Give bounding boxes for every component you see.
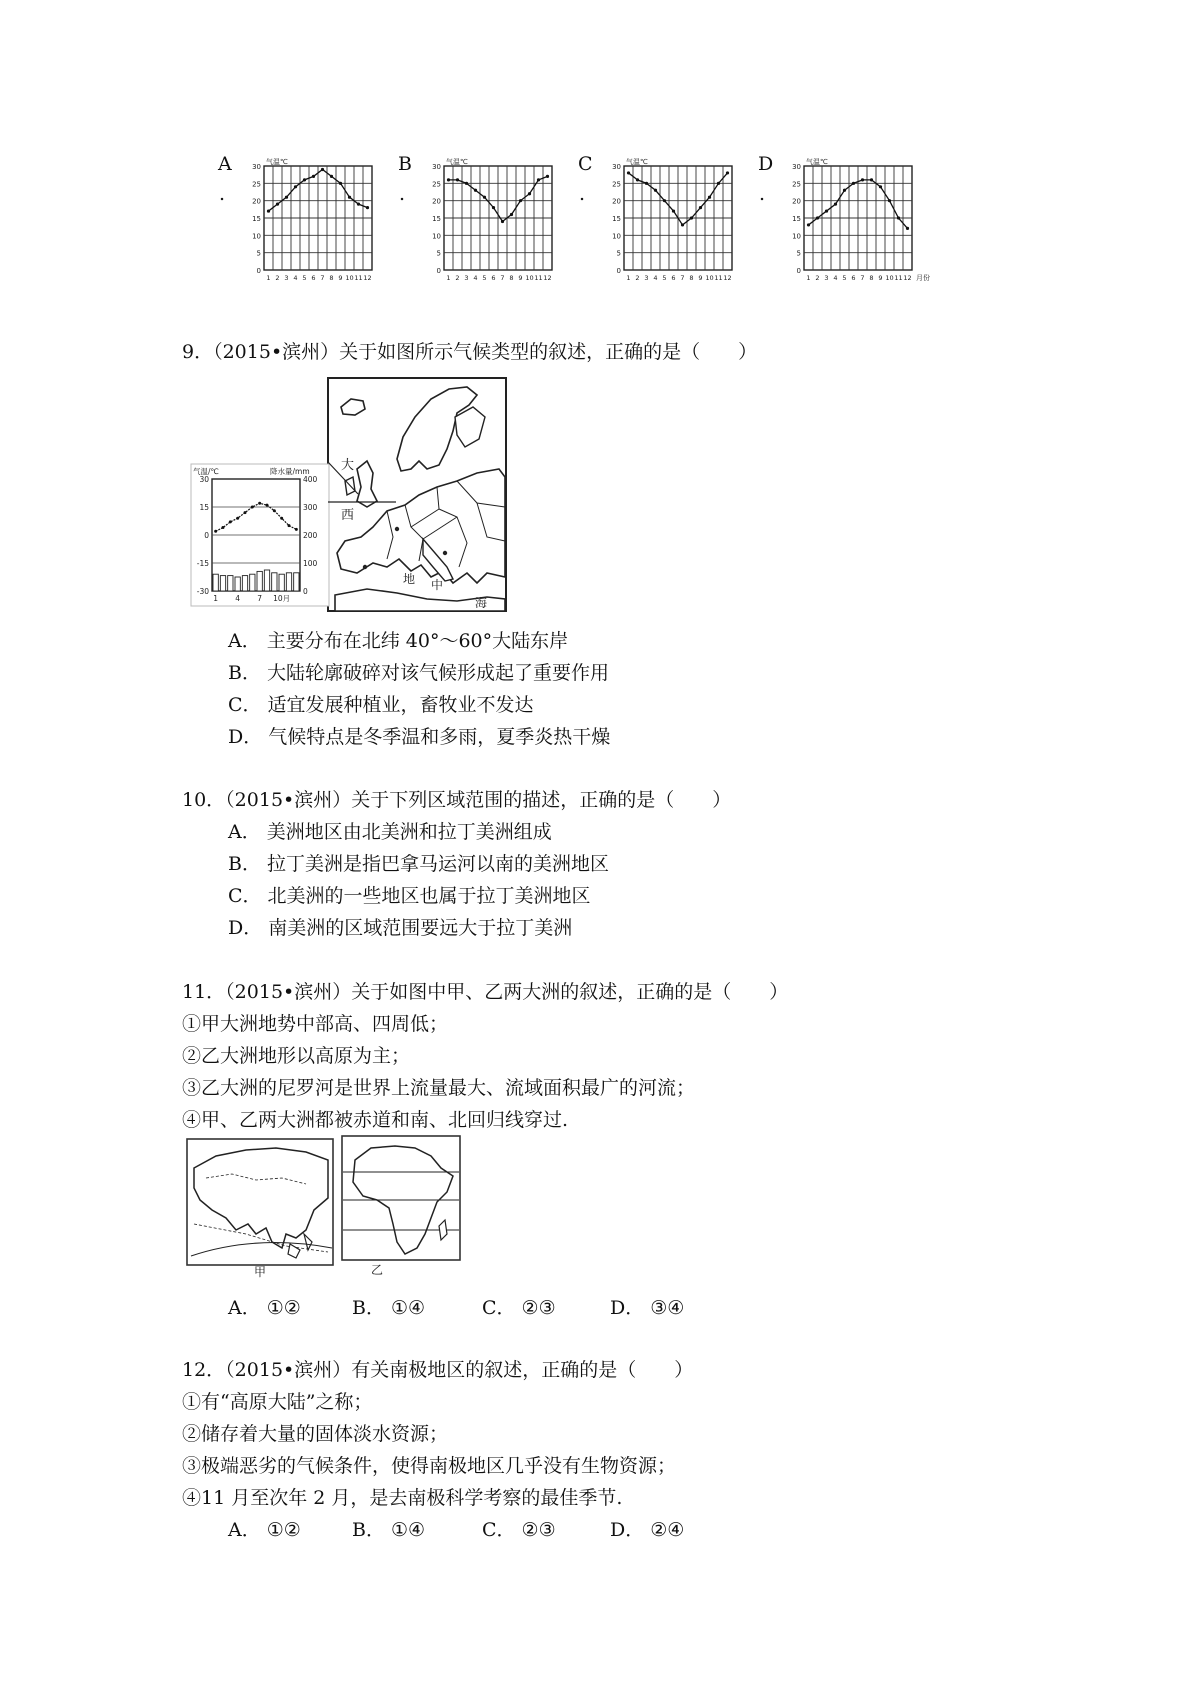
- y-tick-label: 25: [612, 180, 621, 189]
- q12-option-a-letter: A．: [228, 1519, 261, 1541]
- temperature-point: [870, 178, 873, 181]
- q12-option-d-text: ②④: [650, 1519, 685, 1541]
- q11-statement-3: ③乙大洲的尼罗河是世界上流量最大、流域面积最广的河流；: [182, 1077, 696, 1099]
- temperature-point: [251, 506, 254, 509]
- x-tick-label: 8: [689, 274, 694, 282]
- y-tick-label: 10: [612, 232, 621, 241]
- q12-option-d-letter: D．: [610, 1519, 645, 1541]
- temperature-point: [861, 178, 864, 181]
- left-tick-label: 30: [199, 475, 209, 484]
- q12-option-b-letter: B．: [352, 1519, 385, 1541]
- q9-map-label-di: 地: [403, 572, 416, 586]
- q11-map-africa: [341, 1134, 461, 1278]
- x-tick-label: 12: [903, 274, 912, 282]
- q9-map-label-xi: 西: [341, 508, 355, 523]
- temperature-point: [229, 520, 232, 523]
- month-tick-label: 4: [235, 594, 241, 603]
- temperature-point: [690, 216, 693, 219]
- y-tick-label: 10: [792, 232, 801, 241]
- x-tick-label: 6: [311, 274, 316, 282]
- precip-bar: [242, 576, 247, 591]
- x-tick-label: 9: [698, 274, 703, 282]
- y-tick-label: 15: [792, 215, 801, 223]
- x-tick-label: 1: [266, 274, 271, 282]
- x-tick-label: 4: [833, 274, 838, 282]
- x-tick-label: 2: [635, 274, 640, 282]
- y-tick-label: 20: [612, 197, 621, 206]
- x-tick-label: 7: [680, 274, 685, 282]
- q8-option-c-dot: .: [579, 183, 586, 205]
- month-label: 月份: [916, 274, 930, 282]
- temperature-point: [492, 206, 495, 209]
- y-tick-label: 15: [432, 215, 441, 223]
- y-axis-label: 气温℃: [626, 158, 648, 166]
- x-tick-label: 7: [860, 274, 865, 282]
- y-axis-label: 气温℃: [446, 158, 468, 166]
- q10-option-a-letter: A．: [228, 821, 261, 843]
- q9-option-a[interactable]: [228, 629, 568, 653]
- temperature-point: [888, 199, 891, 202]
- q11-option-c[interactable]: [482, 1296, 556, 1320]
- y-tick-label: 20: [792, 197, 801, 206]
- temperature-point: [366, 206, 369, 209]
- q12-option-a-text: ①②: [266, 1519, 301, 1541]
- q9-option-a-text: 主要分布在北纬 40°～60°大陆东岸: [266, 630, 569, 652]
- y-axis-label: 气温℃: [806, 158, 828, 166]
- q8-chart-b: [426, 154, 576, 294]
- q9-option-b-text: 大陆轮廓破碎对该气候形成起了重要作用: [266, 662, 609, 684]
- q9-option-b[interactable]: [228, 661, 609, 685]
- q9-option-d-text: 气候特点是冬季温和多雨，夏季炎热干燥: [268, 726, 611, 748]
- x-tick-label: 5: [842, 274, 847, 282]
- month-tick-label: 10月: [273, 594, 291, 603]
- temperature-point: [537, 178, 540, 181]
- temperature-point: [699, 206, 702, 209]
- x-tick-label: 11: [894, 274, 903, 282]
- temperature-point: [321, 168, 324, 171]
- x-tick-label: 1: [626, 274, 631, 282]
- q10-option-a-text: 美洲地区由北美洲和拉丁美洲组成: [266, 821, 552, 843]
- x-tick-label: 4: [473, 274, 478, 282]
- precip-bar: [250, 574, 255, 591]
- y-tick-label: 25: [792, 180, 801, 189]
- precip-bar: [220, 576, 225, 591]
- temperature-point: [654, 189, 657, 192]
- q8-chart-a: [246, 154, 396, 294]
- temperature-point: [843, 189, 846, 192]
- q11-option-a-text: ①②: [266, 1297, 301, 1319]
- temperature-point: [273, 509, 276, 512]
- temperature-point: [357, 203, 360, 206]
- x-tick-label: 2: [815, 274, 820, 282]
- precip-axis-label: 降水量/mm: [270, 467, 310, 476]
- x-tick-label: 12: [363, 274, 372, 282]
- y-tick-label: 0: [616, 267, 621, 275]
- q9-option-d-letter: D．: [228, 726, 263, 748]
- left-tick-label: -30: [196, 587, 209, 596]
- x-tick-label: 8: [509, 274, 514, 282]
- precip-bar: [286, 573, 291, 591]
- right-tick-label: 400: [303, 475, 318, 484]
- temperature-point: [717, 182, 720, 185]
- temperature-point: [483, 196, 486, 199]
- y-tick-label: 30: [612, 163, 621, 171]
- q12-statement-2: ②储存着大量的固体淡水资源；: [182, 1423, 449, 1445]
- precip-bar: [213, 574, 218, 591]
- q11-statement-2: ②乙大洲地形以高原为主；: [182, 1045, 411, 1067]
- q10-option-b-text: 拉丁美洲是指巴拿马运河以南的美洲地区: [266, 853, 609, 875]
- y-tick-label: 0: [436, 267, 441, 275]
- q10-option-c-text: 北美洲的一些地区也属于拉丁美洲地区: [267, 885, 591, 907]
- q12-option-d[interactable]: [610, 1518, 684, 1542]
- temperature-point: [312, 175, 315, 178]
- x-tick-label: 10: [525, 274, 534, 282]
- left-tick-label: -15: [196, 559, 209, 568]
- q12-option-c-letter: C．: [482, 1519, 516, 1541]
- temperature-point: [214, 530, 217, 533]
- y-tick-label: 5: [616, 249, 621, 258]
- temperature-point: [474, 189, 477, 192]
- x-tick-label: 10: [705, 274, 714, 282]
- q8-chart-d: [786, 154, 961, 294]
- q12-option-b-text: ①④: [390, 1519, 426, 1541]
- y-tick-label: 25: [252, 180, 261, 189]
- y-tick-label: 10: [252, 232, 261, 241]
- temperature-point: [627, 171, 630, 174]
- x-tick-label: 3: [644, 274, 649, 282]
- precip-bar: [272, 573, 277, 591]
- q10-option-d-text: 南美洲的区域范围要远大于拉丁美洲: [268, 917, 573, 939]
- y-tick-label: 30: [432, 163, 441, 171]
- temperature-point: [546, 175, 549, 178]
- temperature-point: [519, 199, 522, 202]
- right-tick-label: 0: [303, 587, 308, 596]
- x-tick-label: 10: [345, 274, 354, 282]
- temperature-point: [510, 213, 513, 216]
- x-tick-label: 1: [446, 274, 451, 282]
- y-tick-label: 20: [432, 197, 441, 206]
- q11-statement-1: ①甲大洲地势中部高、四周低；: [182, 1013, 449, 1035]
- temperature-point: [303, 178, 306, 181]
- precip-bar: [257, 571, 262, 591]
- x-tick-label: 9: [338, 274, 343, 282]
- y-tick-label: 30: [792, 163, 801, 171]
- precip-bar: [294, 573, 299, 591]
- q11-option-c-letter: C．: [482, 1297, 516, 1319]
- x-tick-label: 9: [518, 274, 523, 282]
- q12-stem: 12．（2015•滨州）有关南极地区的叙述，正确的是（ ）: [182, 1359, 694, 1381]
- temperature-point: [807, 223, 810, 226]
- precip-bar: [279, 574, 284, 591]
- temperature-point: [528, 192, 531, 195]
- x-tick-label: 3: [464, 274, 469, 282]
- q10-option-a[interactable]: [228, 820, 552, 844]
- q11-option-d-text: ③④: [650, 1297, 685, 1319]
- x-tick-label: 6: [851, 274, 856, 282]
- temperature-point: [645, 182, 648, 185]
- x-tick-label: 4: [293, 274, 298, 282]
- q9-option-d[interactable]: [228, 725, 610, 749]
- x-tick-label: 2: [275, 274, 280, 282]
- q8-option-b-dot: .: [399, 183, 406, 205]
- q9-leader-lines: [300, 452, 410, 512]
- temperature-point: [672, 209, 675, 212]
- temperature-point: [258, 502, 261, 505]
- temperature-point: [465, 182, 468, 185]
- x-tick-label: 12: [723, 274, 732, 282]
- y-tick-label: 15: [612, 215, 621, 223]
- x-tick-label: 5: [302, 274, 307, 282]
- y-tick-label: 30: [252, 163, 261, 171]
- q11-option-b[interactable]: [352, 1296, 425, 1320]
- temperature-point: [339, 182, 342, 185]
- q9-option-c[interactable]: [228, 693, 534, 717]
- q9-map-label-hai: 海: [475, 596, 488, 610]
- q11-map-caption-jia: 甲: [254, 1265, 267, 1278]
- month-tick-label: 1: [213, 594, 219, 603]
- temperature-point: [636, 178, 639, 181]
- temperature-point: [663, 199, 666, 202]
- temperature-point: [879, 185, 882, 188]
- q12-option-b[interactable]: [352, 1518, 425, 1542]
- x-tick-label: 3: [284, 274, 289, 282]
- temperature-point: [276, 203, 279, 206]
- q11-stem: 11．（2015•滨州）关于如图中甲、乙两大洲的叙述，正确的是（ ）: [182, 981, 789, 1003]
- x-tick-label: 6: [671, 274, 676, 282]
- q12-option-a[interactable]: [228, 1518, 301, 1542]
- x-tick-label: 7: [500, 274, 505, 282]
- q11-option-a-letter: A．: [228, 1297, 261, 1319]
- q8-option-c-letter[interactable]: C: [578, 153, 593, 175]
- temperature-point: [834, 203, 837, 206]
- x-tick-label: 12: [543, 274, 552, 282]
- left-tick-label: 15: [199, 503, 209, 512]
- temperature-point: [816, 216, 819, 219]
- q10-stem: 10．（2015•滨州）关于下列区域范围的描述，正确的是（ ）: [182, 789, 732, 811]
- x-tick-label: 11: [714, 274, 723, 282]
- x-tick-label: 11: [534, 274, 543, 282]
- temperature-point: [294, 185, 297, 188]
- temperature-point: [681, 223, 684, 226]
- x-tick-label: 5: [482, 274, 487, 282]
- month-tick-label: 7: [257, 594, 263, 603]
- temperature-point: [285, 196, 288, 199]
- temperature-point: [222, 526, 225, 529]
- x-tick-label: 3: [824, 274, 829, 282]
- temperature-point: [897, 216, 900, 219]
- y-tick-label: 5: [796, 249, 801, 258]
- q11-statement-4: ④甲、乙两大洲都被赤道和南、北回归线穿过.: [182, 1109, 569, 1131]
- x-tick-label: 2: [455, 274, 460, 282]
- q12-statement-4: ④11 月至次年 2 月，是去南极科学考察的最佳季节.: [182, 1487, 623, 1509]
- q8-option-a-dot: .: [219, 183, 226, 205]
- q11-option-d[interactable]: [610, 1296, 684, 1320]
- q9-map-label-zhong: 中: [431, 578, 444, 592]
- y-tick-label: 0: [796, 267, 801, 275]
- q12-statement-3: ③极端恶劣的气候条件，使得南极地区几乎没有生物资源；: [182, 1455, 677, 1477]
- q10-option-c-letter: C．: [228, 885, 262, 907]
- q9-option-b-letter: B．: [228, 662, 261, 684]
- q11-map-caption-yi: 乙: [371, 1263, 384, 1277]
- right-tick-label: 300: [303, 503, 318, 512]
- q11-map-asia: [186, 1138, 334, 1278]
- q8-option-a-letter[interactable]: A: [218, 153, 232, 175]
- right-tick-label: 100: [303, 559, 318, 568]
- q8-option-b-letter[interactable]: B: [398, 153, 412, 175]
- q10-option-b-letter: B．: [228, 853, 261, 875]
- y-tick-label: 0: [256, 267, 261, 275]
- q12-option-c-text: ②③: [521, 1519, 556, 1541]
- temp-axis-label: 气温/℃: [193, 467, 219, 476]
- q12-statement-1: ①有“高原大陆”之称；: [182, 1391, 373, 1413]
- x-tick-label: 5: [662, 274, 667, 282]
- y-tick-label: 20: [252, 197, 261, 206]
- left-tick-label: 0: [204, 531, 209, 540]
- temperature-point: [348, 196, 351, 199]
- q10-option-d[interactable]: [228, 916, 572, 940]
- q12-option-c[interactable]: [482, 1518, 556, 1542]
- temperature-point: [280, 517, 283, 520]
- precip-bar: [264, 570, 269, 591]
- temperature-point: [708, 196, 711, 199]
- q11-option-b-text: ①④: [390, 1297, 426, 1319]
- temperature-point: [266, 504, 269, 507]
- q10-option-d-letter: D．: [228, 917, 263, 939]
- q11-option-a[interactable]: [228, 1296, 301, 1320]
- temperature-point: [288, 524, 291, 527]
- temperature-point: [906, 227, 909, 230]
- precip-bar: [228, 576, 233, 591]
- temperature-point: [456, 178, 459, 181]
- q8-option-d-dot: .: [759, 183, 766, 205]
- y-axis-label: 气温℃: [266, 158, 288, 166]
- q10-option-b[interactable]: [228, 852, 609, 876]
- x-tick-label: 11: [354, 274, 363, 282]
- q9-option-c-letter: C．: [228, 694, 262, 716]
- y-tick-label: 5: [256, 249, 261, 258]
- temperature-point: [501, 220, 504, 223]
- right-tick-label: 200: [303, 531, 318, 540]
- q9-map-label-da: 大: [341, 458, 355, 473]
- q8-option-d-letter[interactable]: D: [758, 153, 774, 175]
- x-tick-label: 9: [878, 274, 883, 282]
- x-tick-label: 6: [491, 274, 496, 282]
- q9-option-a-letter: A．: [228, 630, 261, 652]
- temperature-point: [330, 175, 333, 178]
- temperature-point: [295, 528, 298, 531]
- x-tick-label: 4: [653, 274, 658, 282]
- q9-stem: 9．（2015•滨州）关于如图所示气候类型的叙述，正确的是（ ）: [182, 341, 758, 363]
- x-tick-label: 7: [320, 274, 325, 282]
- temperature-point: [726, 171, 729, 174]
- q8-chart-c: [606, 154, 756, 294]
- y-tick-label: 5: [436, 249, 441, 258]
- temperature-point: [447, 178, 450, 181]
- y-tick-label: 10: [432, 232, 441, 241]
- q10-option-c[interactable]: [228, 884, 591, 908]
- temperature-point: [244, 511, 247, 514]
- precip-bar: [235, 577, 240, 591]
- temperature-point: [825, 209, 828, 212]
- q11-option-c-text: ②③: [521, 1297, 556, 1319]
- q11-option-b-letter: B．: [352, 1297, 385, 1319]
- x-tick-label: 10: [885, 274, 894, 282]
- y-tick-label: 25: [432, 180, 441, 189]
- temperature-point: [852, 182, 855, 185]
- x-tick-label: 1: [806, 274, 811, 282]
- x-tick-label: 8: [869, 274, 874, 282]
- x-tick-label: 8: [329, 274, 334, 282]
- temperature-point: [267, 209, 270, 212]
- y-tick-label: 15: [252, 215, 261, 223]
- temperature-point: [236, 517, 239, 520]
- q11-option-d-letter: D．: [610, 1297, 645, 1319]
- q9-option-c-text: 适宜发展种植业，畜牧业不发达: [267, 694, 534, 716]
